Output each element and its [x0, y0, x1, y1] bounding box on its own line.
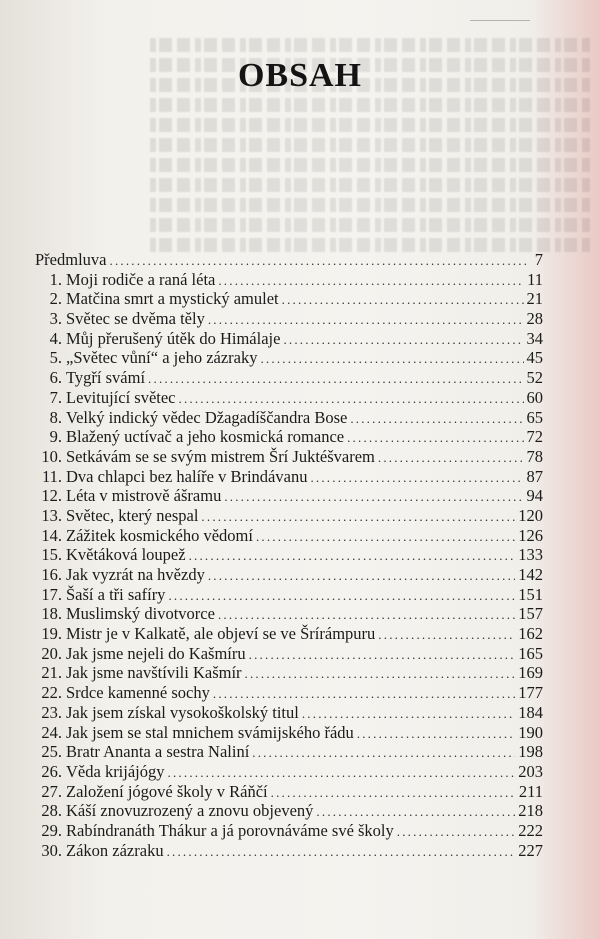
toc-entry — [35, 565, 543, 585]
toc-entry — [35, 742, 543, 762]
dot-leader — [208, 566, 515, 586]
chapter-page-number: 126 — [518, 525, 543, 545]
chapter-page-number: 133 — [518, 545, 543, 565]
chapter-title: „Světec vůní“ a jeho zázraky — [66, 348, 258, 368]
dot-leader — [310, 468, 523, 488]
chapter-title: Založení jógové školy v Ráňčí — [66, 781, 268, 801]
dot-leader — [218, 271, 524, 291]
chapter-title: Světec se dvěma těly — [66, 309, 205, 329]
toc-entry — [35, 348, 543, 368]
chapter-title: Blažený uctívač a jeho kosmická romance — [66, 427, 345, 447]
chapter-page-number: 52 — [526, 368, 543, 388]
chapter-number: 28. — [41, 801, 62, 821]
toc-entry — [35, 801, 543, 821]
chapter-number: 7. — [49, 387, 62, 407]
dot-leader — [179, 389, 524, 409]
chapter-number: 5. — [49, 348, 62, 368]
dot-leader — [378, 448, 524, 468]
toc-entry — [35, 782, 543, 802]
chapter-number: 18. — [41, 604, 62, 624]
chapter-title: Káší znovuzrozený a znovu objevený — [66, 801, 314, 821]
chapter-title: Léta v mistrově ášramu — [66, 486, 222, 506]
toc-entry — [35, 506, 543, 526]
chapter-title: Jak jsme navštívili Kašmír — [66, 663, 242, 683]
chapter-page-number: 28 — [526, 309, 543, 329]
toc-entry — [35, 427, 543, 447]
toc-entry — [35, 250, 543, 270]
toc-entry — [35, 762, 543, 782]
chapter-title: Srdce kamenné sochy — [66, 683, 210, 703]
toc-entry — [35, 821, 543, 841]
chapter-page-number: 11 — [527, 269, 543, 289]
toc-entry — [35, 644, 543, 664]
chapter-number: 26. — [41, 761, 62, 781]
dot-leader — [282, 290, 524, 310]
chapter-number: 27. — [41, 781, 62, 801]
chapter-number: 10. — [41, 446, 62, 466]
chapter-page-number: 72 — [526, 427, 543, 447]
dot-leader — [316, 802, 515, 822]
chapter-page-number: 78 — [526, 446, 543, 466]
toc-entry — [35, 309, 543, 329]
chapter-page-number: 87 — [526, 466, 543, 486]
chapter-title: Setkávám se se svým mistrem Šrí Juktéšvarem — [66, 446, 375, 466]
chapter-title: Věda krijájógy — [66, 761, 165, 781]
chapter-number: 30. — [41, 840, 62, 860]
dot-leader — [260, 349, 523, 369]
dot-leader — [218, 605, 515, 625]
toc-entry — [35, 624, 543, 644]
chapter-number: 12. — [41, 486, 62, 506]
dot-leader — [168, 586, 515, 606]
chapter-title: Dva chlapci bez halíře v Brindávanu — [66, 466, 308, 486]
chapter-page-number: 21 — [526, 289, 543, 309]
chapter-page-number: 198 — [518, 742, 543, 762]
dot-leader — [271, 783, 516, 803]
chapter-title: Světec, který nespal — [66, 505, 199, 525]
chapter-page-number: 227 — [518, 840, 543, 860]
chapter-title: Jak vyzrát na hvězdy — [66, 565, 205, 584]
chapter-page-number: 34 — [526, 328, 543, 348]
chapter-page-number: 184 — [518, 702, 543, 722]
dot-leader — [350, 409, 523, 429]
dot-leader — [249, 645, 516, 665]
chapter-page-number: 94 — [526, 486, 543, 506]
chapter-page-number: 157 — [518, 604, 543, 624]
page-title: OBSAH — [237, 57, 363, 94]
chapter-title: Moji rodiče a raná léta — [66, 269, 216, 289]
chapter-number: 22. — [41, 683, 62, 703]
chapter-title: Muslimský divotvorce — [66, 604, 215, 624]
toc-entry — [35, 703, 543, 723]
chapter-title: Rabíndranáth Thákur a já porovnáváme své školy — [66, 820, 394, 840]
chapter-number: 9. — [49, 427, 62, 447]
chapter-number: 16. — [41, 565, 62, 584]
chapter-number: 8. — [49, 407, 62, 427]
chapter-title: Jak jsme nejeli do Kašmíru — [66, 643, 246, 663]
chapter-title: Šaší a tři safíry — [66, 584, 166, 604]
chapter-title: Jak jsem získal vysokoškolský titul — [66, 702, 299, 722]
chapter-number: 21. — [41, 663, 62, 683]
chapter-page-number: 203 — [518, 761, 543, 781]
chapter-number: 1. — [49, 269, 62, 289]
chapter-page-number: 120 — [518, 505, 543, 525]
chapter-title: Levitující světec — [66, 387, 176, 407]
chapter-page-number: 218 — [518, 801, 543, 821]
header-rule — [470, 20, 530, 21]
chapter-title: Předmluva — [35, 250, 107, 269]
dot-leader — [397, 822, 515, 842]
chapter-title: Zákon zázraku — [66, 840, 164, 860]
dot-leader — [213, 684, 515, 704]
table-of-contents — [35, 250, 543, 860]
chapter-title: Můj přerušený útěk do Himálaje — [66, 328, 281, 348]
chapter-number: 4. — [49, 328, 62, 348]
dot-leader — [224, 487, 523, 507]
chapter-page-number: 142 — [518, 565, 543, 584]
chapter-number: 13. — [41, 505, 62, 525]
chapter-number: 14. — [41, 525, 62, 545]
toc-entry — [35, 663, 543, 683]
toc-entry — [35, 545, 543, 565]
dot-leader — [189, 546, 516, 566]
toc-entry — [35, 683, 543, 703]
dot-leader — [167, 842, 516, 862]
chapter-page-number: 162 — [518, 624, 543, 644]
chapter-number: 23. — [41, 702, 62, 722]
dot-leader — [378, 625, 515, 645]
chapter-page-number: 151 — [518, 584, 543, 604]
dot-leader — [302, 704, 515, 724]
chapter-page-number: 7 — [534, 250, 543, 269]
chapter-title: Matčina smrt a mystický amulet — [66, 289, 279, 309]
toc-entry — [35, 368, 543, 388]
chapter-page-number: 177 — [518, 683, 543, 703]
chapter-number: 20. — [41, 643, 62, 663]
toc-entry — [35, 723, 543, 743]
chapter-number: 11. — [41, 466, 62, 486]
dot-leader — [208, 310, 524, 330]
chapter-number: 29. — [41, 820, 62, 840]
chapter-number: 25. — [41, 742, 62, 762]
chapter-title: Velký indický vědec Džagadíščandra Bose — [66, 407, 348, 427]
chapter-page-number: 165 — [518, 643, 543, 663]
toc-entry — [35, 526, 543, 546]
chapter-title: Tygří svámí — [66, 368, 146, 388]
toc-entry — [35, 289, 543, 309]
dot-leader — [256, 527, 515, 547]
chapter-number: 17. — [41, 584, 62, 604]
chapter-title: Mistr je v Kalkatě, ale objeví se ve Šrírámpuru — [66, 624, 376, 644]
chapter-page-number: 45 — [526, 348, 543, 368]
chapter-page-number: 211 — [518, 781, 543, 801]
chapter-number: 15. — [41, 545, 62, 565]
dot-leader — [347, 428, 523, 448]
chapter-title: Bratr Ananta a sestra Naliní — [66, 742, 250, 762]
chapter-number: 3. — [49, 309, 62, 329]
chapter-title: Zážitek kosmického vědomí — [66, 525, 253, 545]
toc-entry — [35, 604, 543, 624]
chapter-page-number: 169 — [518, 663, 543, 683]
toc-entry — [35, 841, 543, 861]
dot-leader — [283, 330, 523, 350]
toc-entry — [35, 486, 543, 506]
dot-leader — [245, 664, 516, 684]
chapter-title: Květáková loupež — [66, 545, 186, 565]
dot-leader — [357, 724, 515, 744]
chapter-page-number: 65 — [526, 407, 543, 427]
chapter-number: 2. — [49, 289, 62, 309]
dot-leader — [201, 507, 515, 527]
toc-entry — [35, 388, 543, 408]
chapter-number: 24. — [41, 722, 62, 742]
dot-leader — [110, 251, 527, 271]
chapter-number: 6. — [49, 368, 62, 388]
toc-entry — [35, 467, 543, 487]
toc-entry — [35, 329, 543, 349]
dot-leader — [148, 369, 523, 389]
chapter-number: 19. — [41, 624, 62, 644]
chapter-title: Jak jsem se stal mnichem svámijského řádu — [66, 722, 354, 742]
toc-entry — [35, 270, 543, 290]
toc-entry — [35, 447, 543, 467]
chapter-page-number: 222 — [518, 820, 543, 840]
dot-leader — [168, 763, 516, 783]
dot-leader — [252, 743, 515, 763]
toc-entry — [35, 585, 543, 605]
chapter-page-number: 190 — [518, 722, 543, 742]
chapter-page-number: 60 — [526, 387, 543, 407]
toc-entry — [35, 408, 543, 428]
